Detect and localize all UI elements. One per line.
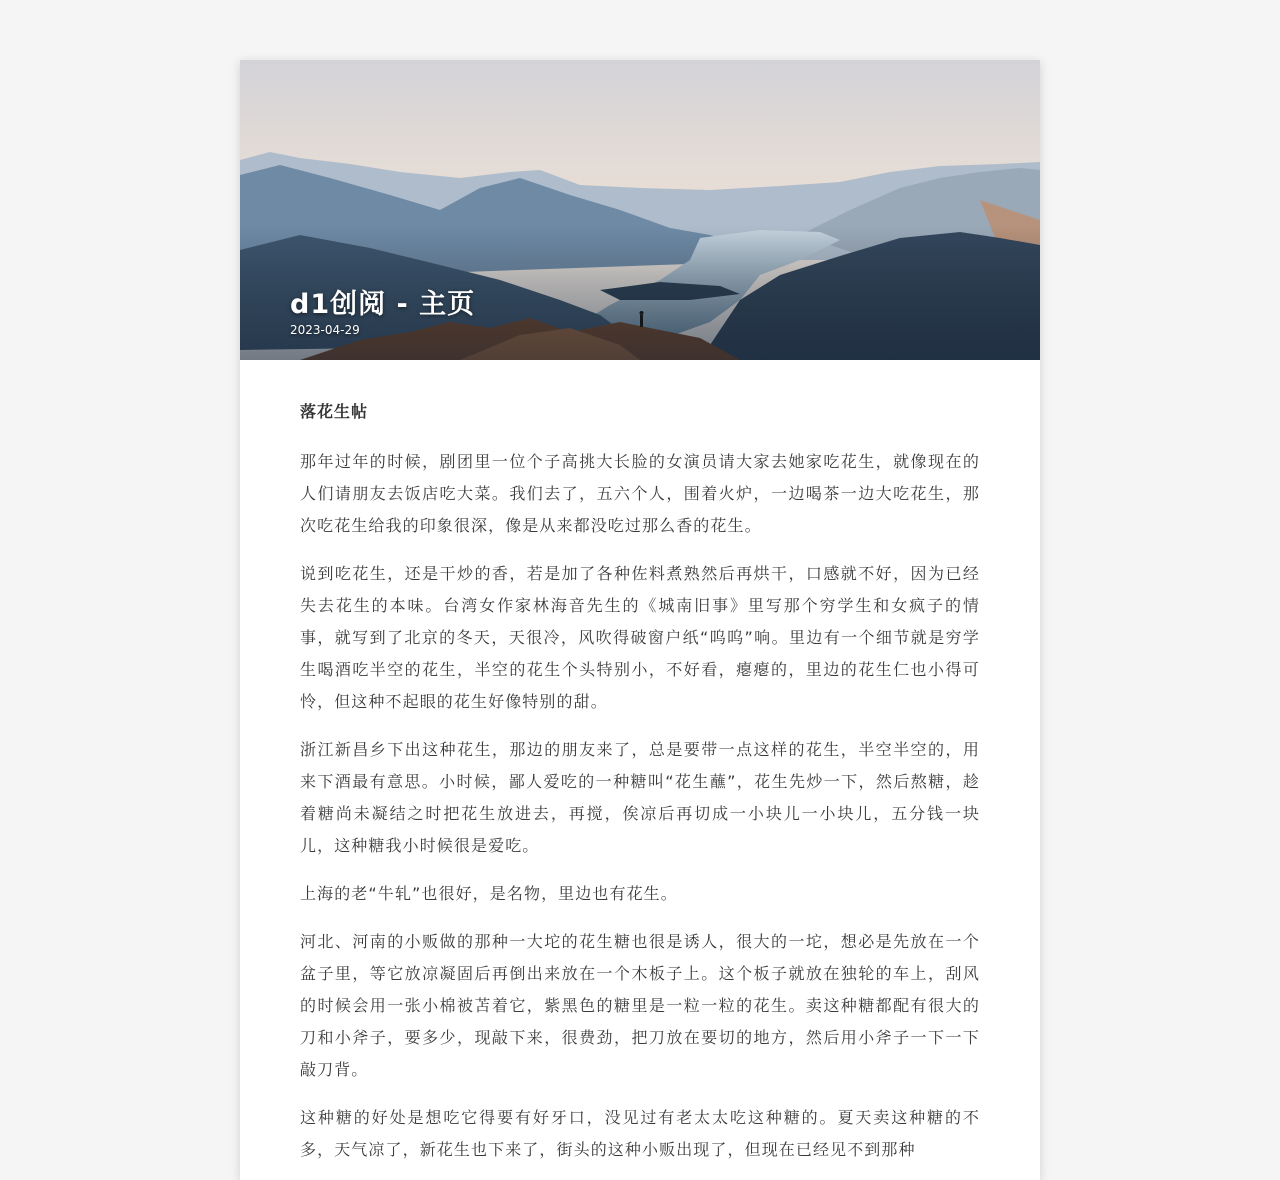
hero-banner: [240, 60, 1040, 360]
page-title: d1创阅 - 主页: [290, 289, 476, 320]
post-card: [240, 60, 1040, 1180]
article-body: [240, 360, 1040, 1166]
article-paragraph: 这种糖的好处是想吃它得要有好牙口，没见过有老太太吃这种糖的。夏天卖这种糖的不多，天气凉了，新花生也下来了，街头的这种小贩出现了，但现在已经见不到那种: [300, 1108, 980, 1159]
post-date: 2023-04-29: [290, 323, 360, 337]
article-paragraph: 说到吃花生，还是干炒的香，若是加了各种佐料煮熟然后再烘干，口感就不好，因为已经失去花生的本味。台湾女作家林海音先生的《城南旧事》里写那个穷学生和女疯子的情事，就写到了北京的冬天，天很冷，风吹得破窗户纸“呜呜”响。里边有一个细节就是穷学生喝酒吃半空的花生，半空的花生个头特别小，不好看，瘪瘪的，里边的花生仁也小得可怜，但这种不起眼的花生好像特别的甜。: [300, 564, 980, 711]
article-paragraph: 河北、河南的小贩做的那种一大坨的花生糖也很是诱人，很大的一坨，想必是先放在一个盆子里，等它放凉凝固后再倒出来放在一个木板子上。这个板子就放在独轮的车上，刮风的时候会用一张小棉被苫着它，紫黑色的糖里是一粒一粒的花生。卖这种糖都配有很大的刀和小斧子，要多少，现敲下来，很费劲，把刀放在要切的地方，然后用小斧子一下一下敲刀背。: [300, 932, 980, 1079]
article-paragraph: 上海的老“牛轧”也很好，是名物，里边也有花生。: [300, 884, 678, 903]
article-paragraph: 浙江新昌乡下出这种花生，那边的朋友来了，总是要带一点这样的花生，半空半空的，用来下酒最有意思。小时候，鄙人爱吃的一种糖叫“花生蘸”，花生先炒一下，然后熬糖，趁着糖尚未凝结之时把花生放进去，再搅，俟凉后再切成一小块儿一小块儿，五分钱一块儿，这种糖我小时候很是爱吃。: [300, 740, 980, 855]
article-paragraph: 那年过年的时候，剧团里一位个子高挑大长脸的女演员请大家去她家吃花生，就像现在的人们请朋友去饭店吃大菜。我们去了，五六个人，围着火炉，一边喝茶一边大吃花生，那次吃花生给我的印象很深，像是从来都没吃过那么香的花生。: [300, 452, 980, 535]
article-heading: 落花生帖: [300, 402, 369, 421]
